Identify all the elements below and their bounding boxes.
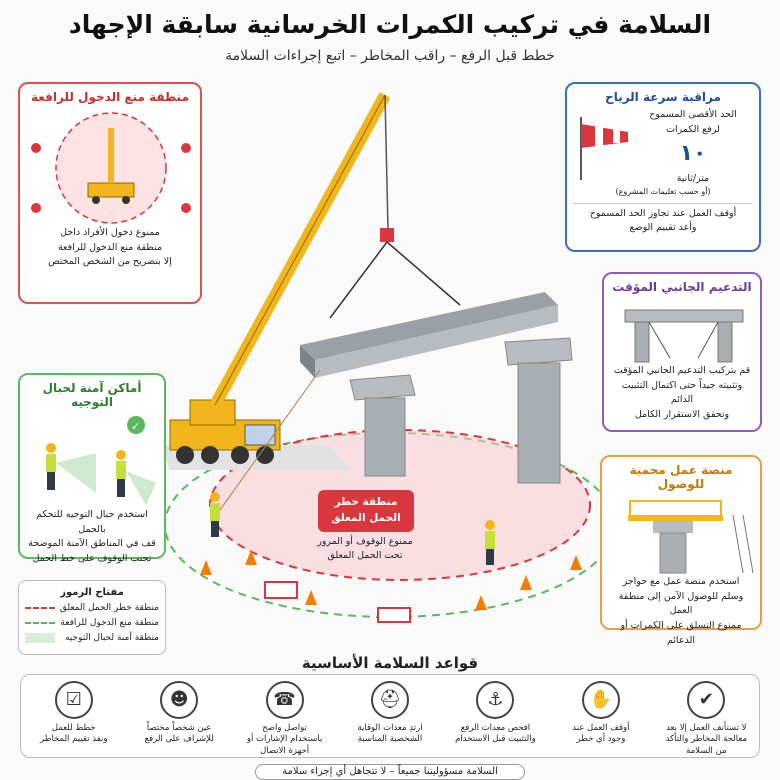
tagline-workers-icon	[26, 413, 160, 508]
tagline-text-3: تجنب الوقوف على خط الحمل	[32, 553, 152, 565]
tagline-safe-areas-card	[18, 373, 166, 565]
legend	[18, 580, 166, 655]
hazard-zone-note	[300, 535, 430, 564]
rule-line: تواصل واضح	[262, 723, 307, 733]
shield-check-icon: ✔	[687, 681, 725, 719]
wind-label-2: لرفع الكمرات	[666, 123, 720, 135]
barriers	[265, 582, 410, 622]
legend-label-exclusion: منطقة منع الدخول للرافعة	[60, 618, 159, 628]
rule-line: ارتدِ معدات الوقاية	[357, 723, 423, 733]
rule-item	[452, 681, 538, 746]
crane-zone-icon	[26, 108, 196, 226]
rule-line: خطط للعمل	[51, 723, 96, 733]
platform-text-3: ممنوع التسلق على الكمرات أو الدعائم	[620, 620, 742, 646]
wind-label-1: الحد الأقصى المسموح	[649, 109, 737, 120]
hazard-zone-label-1: منطقة خطر	[334, 496, 398, 508]
checklist-icon: ☑	[55, 681, 93, 719]
helmet-icon: ⛑	[371, 681, 409, 719]
wind-monitoring-card	[565, 82, 761, 252]
rule-line: للإشراف على الرفع	[144, 734, 214, 745]
rule-line: من السلامة	[686, 745, 727, 756]
exclusion-zone-card	[18, 82, 202, 304]
temporary-bracing-card	[602, 272, 762, 432]
stop-hand-icon: ✋	[582, 681, 620, 719]
wind-title: مراقبة سرعة الرياح	[605, 90, 721, 104]
legend-label-safe: منطقة آمنة لحبال التوجيه	[64, 633, 159, 643]
access-platform-card	[600, 455, 762, 646]
hazard-zone-badge	[318, 490, 414, 532]
bracing-text-3: وتحقق الاستقرار الكامل	[634, 409, 730, 421]
hazard-zone-note-1: ممنوع الوقوف أو المرور	[317, 536, 413, 547]
rule-line: ونفذ تقييم المخاطر	[40, 734, 108, 745]
rule-item	[663, 681, 749, 757]
exclusion-zone-title: منطقة منع الدخول للرافعة	[30, 90, 189, 104]
exclusion-text-2: منطقة منع الدخول للرافعة	[57, 241, 163, 253]
svg-text:✓: ✓	[131, 420, 141, 433]
legend-title: مفتاح الرموز	[60, 587, 124, 598]
legend-label-hazard: منطقة خطر الحمل المعلق	[59, 603, 159, 613]
legend-item-safe	[25, 633, 159, 643]
platform-icon	[608, 495, 756, 575]
legend-item-hazard	[25, 603, 159, 613]
wind-limit-value: ١٠	[679, 141, 707, 167]
rule-item	[347, 681, 433, 746]
tagline-text-2: قف في المناطق الآمنة الموضحة	[28, 538, 156, 550]
legend-swatch-red	[25, 607, 55, 609]
rule-item	[558, 681, 644, 746]
exclusion-text-1: ممنوع دخول الأفراد داخل	[60, 227, 160, 238]
hook-icon: ⚓	[476, 681, 514, 719]
rule-line: والتثبيت قبل الاستخدام	[455, 734, 536, 745]
rules-panel	[20, 674, 760, 758]
bracing-text-2: وتثبيته جيداً حتى اكتمال التثبيت الدائم	[621, 379, 743, 406]
bracing-title: التدعيم الجانبي المؤقت	[612, 280, 752, 294]
radio-icon: ☎	[266, 681, 304, 719]
platform-text-1: استخدم منصة عمل مع حواجز	[622, 576, 740, 587]
rule-item	[136, 681, 222, 746]
rule-item	[31, 681, 117, 746]
rule-item	[242, 681, 328, 757]
rule-line: باستخدام الإشارات أو	[246, 734, 323, 745]
rule-line: الشخصية المناسبة	[357, 734, 423, 745]
bracing-text-1: قم بتركيب التدعيم الجانبي المؤقت	[613, 365, 751, 376]
legend-swatch-safe	[25, 633, 55, 643]
platform-title: منصة عمل محمية للوصول	[629, 463, 733, 491]
tagline-title: أماكن آمنة لحبال التوجيه	[42, 381, 142, 409]
rule-line: عين شخصاً مختصاً	[146, 723, 212, 733]
legend-item-exclusion	[25, 618, 159, 628]
wind-note: (أو حسب تعليمات المشروع)	[615, 187, 711, 197]
mobile-crane	[170, 95, 460, 464]
rule-line: أوقف العمل عند	[572, 723, 630, 733]
rule-line: لا تستأنف العمل إلا بعد	[666, 723, 747, 733]
rule-line: أجهزة الاتصال	[260, 745, 310, 756]
wind-unit: متر/ثانية	[676, 172, 710, 184]
hazard-zone-note-2: تحت الحمل المعلق	[327, 550, 403, 562]
page-subtitle: خطط قبل الرفع – راقب المخاطر – اتبع إجراءات السلامة	[225, 48, 555, 64]
windsock-icon	[573, 112, 633, 182]
page-title: السلامة في تركيب الكمرات الخرسانية سابقة الإجهاد	[68, 10, 712, 39]
wind-warning-2: وأعد تقييم الوضع	[629, 222, 697, 234]
rules-title: قواعد السلامة الأساسية	[301, 654, 479, 672]
wind-warning-1: أوقف العمل عند تجاوز الحد المسموح	[589, 207, 737, 219]
team-icon: ☻	[160, 681, 198, 719]
hazard-zone-label-2: الحمل المعلق	[331, 511, 401, 524]
legend-swatch-green	[25, 622, 55, 624]
exclusion-text-3: إلا بتصريح من الشخص المختص	[48, 256, 172, 268]
footer-slogan: السلامة مسؤوليتنا جميعاً – لا تتجاهل أي إجراء سلامة	[255, 764, 525, 780]
tagline-text-1: استخدم حبال التوجيه للتحكم بالحمل	[36, 509, 148, 535]
rule-line: وجود أي خطر	[576, 734, 626, 745]
rule-line: معالجة المخاطر والتأكد	[665, 734, 747, 745]
bracing-icon	[610, 298, 756, 364]
rule-line: افحص معدات الرفع	[460, 723, 531, 733]
platform-text-2: وسلم للوصول الآمن إلى منطقة العمل	[618, 590, 744, 617]
